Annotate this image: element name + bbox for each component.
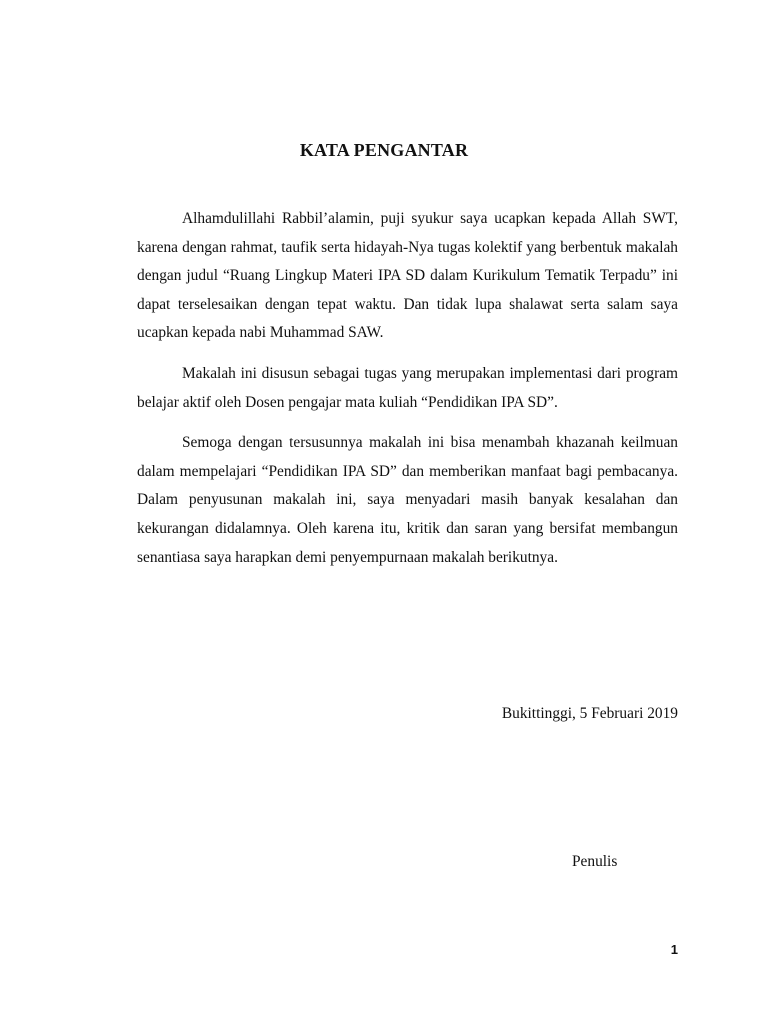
author-signature: Penulis [572, 853, 618, 870]
place-date: Bukittinggi, 5 Februari 2019 [501, 705, 678, 722]
page-title: KATA PENGANTAR [299, 140, 469, 160]
page-number: 1 [670, 942, 678, 957]
paragraph-purpose: Makalah ini disusun sebagai tugas yang merupakan implementasi dari program belajar aktif oleh Dosen pengajar mata kuliah “Pendidikan IPA SD”. [137, 364, 678, 411]
paragraph-closing: Semoga dengan tersusunnya makalah ini bisa menambah khazanah keilmuan dalam mempelajari “Pendidikan IPA SD” dan memberikan manfaat bagi pembacanya. Dalam penyusunan makalah ini, saya menyadari masih banyak kesalahan dan kekurangan didalamnya. Oleh karena itu, kritik dan saran yang bersifat membangun senantiasa saya harapkan demi penyempurnaan makalah berikutnya. [137, 434, 678, 566]
paragraph-opening: Alhamdulillahi Rabbil’alamin, puji syukur saya ucapkan kepada Allah SWT, karena dengan rahmat, taufik serta hidayah-Nya tugas kolektif yang berbentuk makalah dengan judul “Ruang Lingkup Materi IPA SD dalam Kurikulum Tematik Terpadu” ini dapat terselesaikan dengan tepat waktu. Dan tidak lupa shalawat serta salam saya ucapkan kepada nabi Muhammad SAW. [137, 210, 678, 342]
document-body [137, 205, 678, 584]
